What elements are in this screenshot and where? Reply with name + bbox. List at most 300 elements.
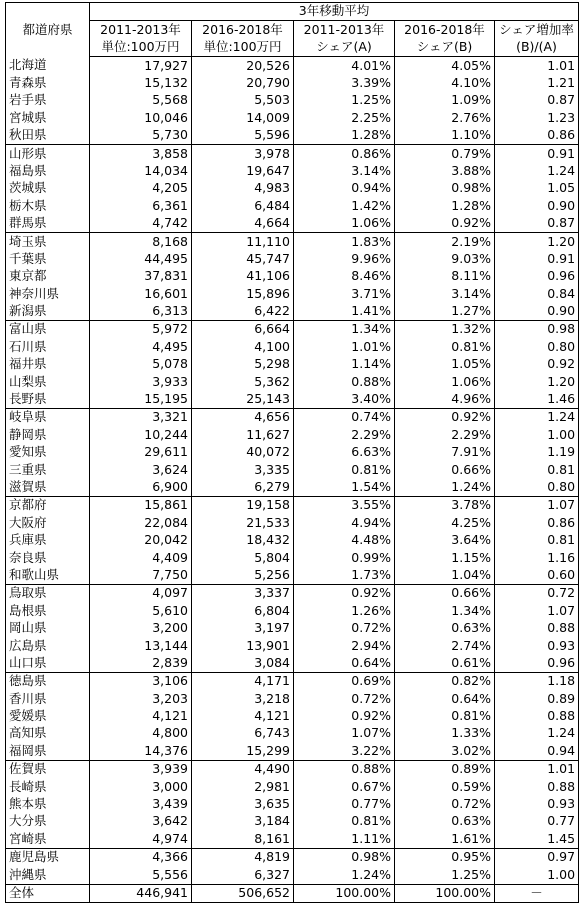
- value-2011-2013: 3,203: [90, 690, 192, 707]
- share-a: 4.48%: [294, 532, 395, 549]
- share-growth-ratio: 1.20: [495, 373, 579, 390]
- share-growth-ratio: 0.93: [495, 637, 579, 654]
- value-2011-2013: 4,742: [90, 215, 192, 233]
- value-2011-2013: 4,366: [90, 848, 192, 866]
- share-b: 2.76%: [395, 109, 495, 126]
- value-2011-2013: 8,168: [90, 233, 192, 251]
- share-growth-ratio: 0.87: [495, 92, 579, 109]
- table-header: [6, 3, 579, 57]
- value-2011-2013: 446,941: [90, 884, 192, 902]
- value-2016-2018: 6,279: [192, 479, 294, 497]
- share-b: 1.15%: [395, 549, 495, 566]
- value-2016-2018: 20,526: [192, 57, 294, 75]
- share-b: 0.81%: [395, 338, 495, 355]
- prefecture-name: 愛媛県: [6, 708, 90, 725]
- share-b: 3.64%: [395, 532, 495, 549]
- value-2011-2013: 29,611: [90, 444, 192, 461]
- share-growth-ratio: 0.87: [495, 215, 579, 233]
- share-a: 100.00%: [294, 884, 395, 902]
- share-a: 0.72%: [294, 690, 395, 707]
- value-2011-2013: 5,568: [90, 92, 192, 109]
- value-2011-2013: 3,933: [90, 373, 192, 390]
- share-growth-ratio: 0.86: [495, 514, 579, 531]
- table-row: [6, 848, 579, 866]
- share-b: 0.59%: [395, 778, 495, 795]
- prefecture-name: 香川県: [6, 690, 90, 707]
- prefecture-name: 岩手県: [6, 92, 90, 109]
- value-2016-2018: 15,299: [192, 742, 294, 760]
- share-growth-ratio: 0.97: [495, 848, 579, 866]
- share-a: 0.81%: [294, 461, 395, 478]
- share-b: 1.10%: [395, 127, 495, 145]
- prefecture-name: 佐賀県: [6, 760, 90, 778]
- prefecture-share-table: [5, 2, 579, 903]
- table-row: [6, 163, 579, 180]
- value-2011-2013: 13,144: [90, 637, 192, 654]
- value-2016-2018: 19,158: [192, 496, 294, 514]
- share-growth-ratio: 1.01: [495, 760, 579, 778]
- value-2011-2013: 15,132: [90, 75, 192, 92]
- value-2011-2013: 6,313: [90, 303, 192, 321]
- share-b: 1.25%: [395, 866, 495, 884]
- value-2016-2018: 4,171: [192, 672, 294, 690]
- share-a: 0.98%: [294, 848, 395, 866]
- prefecture-name: 長野県: [6, 391, 90, 409]
- share-growth-ratio: 0.72: [495, 584, 579, 602]
- share-growth-ratio: 1.20: [495, 233, 579, 251]
- share-b: 2.19%: [395, 233, 495, 251]
- value-2011-2013: 3,939: [90, 760, 192, 778]
- prefecture-name: 鳥取県: [6, 584, 90, 602]
- table-row: [6, 602, 579, 619]
- share-growth-ratio: 0.77: [495, 813, 579, 830]
- value-2016-2018: 11,110: [192, 233, 294, 251]
- value-2016-2018: 11,627: [192, 426, 294, 443]
- share-b: 1.27%: [395, 303, 495, 321]
- prefecture-name: 広島県: [6, 637, 90, 654]
- value-2011-2013: 3,624: [90, 461, 192, 478]
- share-a: 3.71%: [294, 285, 395, 302]
- table-row: [6, 250, 579, 267]
- prefecture-name: 岡山県: [6, 620, 90, 637]
- share-growth-ratio: 1.24: [495, 163, 579, 180]
- table-row: [6, 479, 579, 497]
- value-2011-2013: 15,861: [90, 496, 192, 514]
- share-growth-ratio: 1.46: [495, 391, 579, 409]
- value-2011-2013: 5,556: [90, 866, 192, 884]
- share-b: 0.72%: [395, 796, 495, 813]
- share-b: 0.66%: [395, 461, 495, 478]
- share-b: 0.95%: [395, 848, 495, 866]
- value-2011-2013: 4,121: [90, 708, 192, 725]
- share-growth-ratio: 0.93: [495, 796, 579, 813]
- prefecture-name: 千葉県: [6, 250, 90, 267]
- share-a: 1.28%: [294, 127, 395, 145]
- table-row: [6, 391, 579, 409]
- share-a: 1.42%: [294, 197, 395, 214]
- value-2016-2018: 5,256: [192, 567, 294, 585]
- table-row: [6, 285, 579, 302]
- value-2016-2018: 6,804: [192, 602, 294, 619]
- prefecture-name: 福岡県: [6, 742, 90, 760]
- share-b: 1.32%: [395, 321, 495, 339]
- value-2016-2018: 19,647: [192, 163, 294, 180]
- value-2011-2013: 4,800: [90, 725, 192, 742]
- prefecture-name: 富山県: [6, 321, 90, 339]
- value-2016-2018: 5,298: [192, 356, 294, 373]
- share-a: 1.06%: [294, 215, 395, 233]
- share-a: 0.72%: [294, 620, 395, 637]
- share-b: 0.66%: [395, 584, 495, 602]
- share-a: 6.63%: [294, 444, 395, 461]
- share-a: 2.29%: [294, 426, 395, 443]
- prefecture-name: 東京都: [6, 268, 90, 285]
- value-2016-2018: 4,819: [192, 848, 294, 866]
- value-2016-2018: 6,484: [192, 197, 294, 214]
- prefecture-name: 栃木県: [6, 197, 90, 214]
- share-a: 1.54%: [294, 479, 395, 497]
- prefecture-name: 全体: [6, 884, 90, 902]
- share-a: 0.92%: [294, 584, 395, 602]
- prefecture-name: 宮崎県: [6, 830, 90, 848]
- value-2011-2013: 6,900: [90, 479, 192, 497]
- share-b: 1.06%: [395, 373, 495, 390]
- share-a: 1.26%: [294, 602, 395, 619]
- table-row: [6, 373, 579, 390]
- share-b: 0.61%: [395, 654, 495, 672]
- share-growth-ratio: 0.60: [495, 567, 579, 585]
- prefecture-name: 滋賀県: [6, 479, 90, 497]
- table-row: [6, 742, 579, 760]
- value-2011-2013: 16,601: [90, 285, 192, 302]
- value-2016-2018: 13,901: [192, 637, 294, 654]
- table-row: [6, 268, 579, 285]
- share-growth-ratio: 1.23: [495, 109, 579, 126]
- value-2011-2013: 17,927: [90, 57, 192, 75]
- share-growth-ratio: 1.24: [495, 725, 579, 742]
- share-a: 0.74%: [294, 408, 395, 426]
- table-row: [6, 57, 579, 75]
- table-row: [6, 796, 579, 813]
- prefecture-name: 兵庫県: [6, 532, 90, 549]
- share-a: 0.64%: [294, 654, 395, 672]
- share-b: 1.05%: [395, 356, 495, 373]
- share-growth-ratio: 0.98: [495, 321, 579, 339]
- value-2016-2018: 8,161: [192, 830, 294, 848]
- share-b: 7.91%: [395, 444, 495, 461]
- table-row: [6, 215, 579, 233]
- value-2016-2018: 3,218: [192, 690, 294, 707]
- table-row: [6, 321, 579, 339]
- share-b: 3.88%: [395, 163, 495, 180]
- share-b: 0.63%: [395, 813, 495, 830]
- value-2011-2013: 5,610: [90, 602, 192, 619]
- prefecture-name: 大分県: [6, 813, 90, 830]
- prefecture-name: 山形県: [6, 145, 90, 163]
- table-row: [6, 866, 579, 884]
- column-header-line1: シェア増加率: [495, 21, 579, 39]
- value-2016-2018: 14,009: [192, 109, 294, 126]
- prefecture-name: 徳島県: [6, 672, 90, 690]
- share-growth-ratio: 0.96: [495, 268, 579, 285]
- prefecture-name: 静岡県: [6, 426, 90, 443]
- share-b: 4.96%: [395, 391, 495, 409]
- share-a: 1.01%: [294, 338, 395, 355]
- value-2011-2013: 7,750: [90, 567, 192, 585]
- share-growth-ratio: 1.00: [495, 426, 579, 443]
- value-2011-2013: 4,409: [90, 549, 192, 566]
- prefecture-name: 岐阜県: [6, 408, 90, 426]
- value-2011-2013: 4,495: [90, 338, 192, 355]
- share-growth-ratio: 0.80: [495, 479, 579, 497]
- prefecture-name: 大阪府: [6, 514, 90, 531]
- value-2011-2013: 3,439: [90, 796, 192, 813]
- share-b: 3.02%: [395, 742, 495, 760]
- prefecture-name: 山梨県: [6, 373, 90, 390]
- share-growth-ratio: 1.05: [495, 180, 579, 197]
- table-row: [6, 145, 579, 163]
- share-a: 8.46%: [294, 268, 395, 285]
- share-b: 9.03%: [395, 250, 495, 267]
- table-row: [6, 514, 579, 531]
- share-growth-ratio: 0.92: [495, 356, 579, 373]
- share-a: 3.40%: [294, 391, 395, 409]
- table-row: [6, 708, 579, 725]
- share-growth-ratio: 0.94: [495, 742, 579, 760]
- share-b: 1.04%: [395, 567, 495, 585]
- table-row: [6, 444, 579, 461]
- value-2016-2018: 6,743: [192, 725, 294, 742]
- share-b: 1.24%: [395, 479, 495, 497]
- prefecture-name: 北海道: [6, 57, 90, 75]
- share-a: 0.92%: [294, 708, 395, 725]
- share-b: 4.10%: [395, 75, 495, 92]
- value-2011-2013: 3,858: [90, 145, 192, 163]
- share-growth-ratio: 1.00: [495, 866, 579, 884]
- share-a: 1.14%: [294, 356, 395, 373]
- share-a: 2.25%: [294, 109, 395, 126]
- value-2011-2013: 6,361: [90, 197, 192, 214]
- value-2016-2018: 4,656: [192, 408, 294, 426]
- table-row: [6, 197, 579, 214]
- column-header-line2: シェア(B): [395, 39, 495, 57]
- table-row: [6, 233, 579, 251]
- share-growth-ratio: －: [495, 884, 579, 902]
- share-a: 0.77%: [294, 796, 395, 813]
- value-2016-2018: 45,747: [192, 250, 294, 267]
- value-2011-2013: 3,000: [90, 778, 192, 795]
- share-growth-ratio: 0.80: [495, 338, 579, 355]
- prefecture-name: 沖縄県: [6, 866, 90, 884]
- table-row: [6, 813, 579, 830]
- prefecture-name: 高知県: [6, 725, 90, 742]
- table-row: [6, 180, 579, 197]
- share-b: 0.98%: [395, 180, 495, 197]
- share-a: 1.25%: [294, 92, 395, 109]
- prefecture-name: 新潟県: [6, 303, 90, 321]
- share-b: 4.25%: [395, 514, 495, 531]
- share-growth-ratio: 1.21: [495, 75, 579, 92]
- share-a: 3.14%: [294, 163, 395, 180]
- share-b: 0.82%: [395, 672, 495, 690]
- value-2011-2013: 5,078: [90, 356, 192, 373]
- table-row: [6, 760, 579, 778]
- prefecture-name: 長崎県: [6, 778, 90, 795]
- share-a: 1.11%: [294, 830, 395, 848]
- share-a: 0.94%: [294, 180, 395, 197]
- prefecture-name: 宮城県: [6, 109, 90, 126]
- value-2016-2018: 3,084: [192, 654, 294, 672]
- value-2016-2018: 25,143: [192, 391, 294, 409]
- value-2011-2013: 3,200: [90, 620, 192, 637]
- value-2016-2018: 3,635: [192, 796, 294, 813]
- share-a: 3.39%: [294, 75, 395, 92]
- table-row: [6, 426, 579, 443]
- share-a: 1.34%: [294, 321, 395, 339]
- prefecture-name: 島根県: [6, 602, 90, 619]
- share-growth-ratio: 1.24: [495, 408, 579, 426]
- prefecture-name: 愛知県: [6, 444, 90, 461]
- prefecture-name: 福井県: [6, 356, 90, 373]
- value-2016-2018: 41,106: [192, 268, 294, 285]
- table-row: [6, 461, 579, 478]
- prefecture-name: 山口県: [6, 654, 90, 672]
- column-header-line2: 単位:100万円: [192, 39, 294, 57]
- value-2016-2018: 6,664: [192, 321, 294, 339]
- value-2011-2013: 2,839: [90, 654, 192, 672]
- share-a: 0.88%: [294, 760, 395, 778]
- table-row: [6, 725, 579, 742]
- share-b: 1.61%: [395, 830, 495, 848]
- value-2016-2018: 21,533: [192, 514, 294, 531]
- share-a: 0.69%: [294, 672, 395, 690]
- share-growth-ratio: 0.88: [495, 620, 579, 637]
- share-b: 0.63%: [395, 620, 495, 637]
- value-2011-2013: 3,321: [90, 408, 192, 426]
- share-growth-ratio: 0.88: [495, 778, 579, 795]
- share-b: 0.92%: [395, 408, 495, 426]
- column-header-line2: (B)/(A): [495, 39, 579, 57]
- prefecture-name: 青森県: [6, 75, 90, 92]
- table-body: [6, 57, 579, 903]
- share-b: 3.78%: [395, 496, 495, 514]
- table-row: [6, 408, 579, 426]
- share-a: 1.07%: [294, 725, 395, 742]
- value-2016-2018: 3,337: [192, 584, 294, 602]
- value-2016-2018: 3,978: [192, 145, 294, 163]
- table-row: [6, 690, 579, 707]
- value-2016-2018: 506,652: [192, 884, 294, 902]
- share-a: 1.73%: [294, 567, 395, 585]
- share-growth-ratio: 0.81: [495, 532, 579, 549]
- value-2011-2013: 44,495: [90, 250, 192, 267]
- value-2016-2018: 6,422: [192, 303, 294, 321]
- share-a: 0.99%: [294, 549, 395, 566]
- share-growth-ratio: 0.91: [495, 250, 579, 267]
- share-growth-ratio: 1.19: [495, 444, 579, 461]
- table-row: [6, 92, 579, 109]
- value-2011-2013: 20,042: [90, 532, 192, 549]
- prefecture-name: 三重県: [6, 461, 90, 478]
- share-a: 4.01%: [294, 57, 395, 75]
- value-2011-2013: 3,642: [90, 813, 192, 830]
- share-b: 1.33%: [395, 725, 495, 742]
- prefecture-name: 秋田県: [6, 127, 90, 145]
- share-a: 9.96%: [294, 250, 395, 267]
- value-2011-2013: 5,730: [90, 127, 192, 145]
- prefecture-name: 神奈川県: [6, 285, 90, 302]
- share-b: 2.74%: [395, 637, 495, 654]
- value-2016-2018: 4,664: [192, 215, 294, 233]
- value-2011-2013: 4,974: [90, 830, 192, 848]
- value-2016-2018: 5,362: [192, 373, 294, 390]
- share-growth-ratio: 1.07: [495, 602, 579, 619]
- share-b: 2.29%: [395, 426, 495, 443]
- value-2016-2018: 18,432: [192, 532, 294, 549]
- share-a: 1.41%: [294, 303, 395, 321]
- share-growth-ratio: 0.88: [495, 708, 579, 725]
- share-growth-ratio: 0.81: [495, 461, 579, 478]
- prefecture-name: 石川県: [6, 338, 90, 355]
- share-a: 2.94%: [294, 637, 395, 654]
- table-row: [6, 778, 579, 795]
- share-growth-ratio: 1.07: [495, 496, 579, 514]
- value-2011-2013: 5,972: [90, 321, 192, 339]
- share-b: 0.89%: [395, 760, 495, 778]
- value-2016-2018: 4,490: [192, 760, 294, 778]
- share-growth-ratio: 0.90: [495, 303, 579, 321]
- share-b: 0.81%: [395, 708, 495, 725]
- value-2016-2018: 20,790: [192, 75, 294, 92]
- value-2011-2013: 37,831: [90, 268, 192, 285]
- share-a: 1.83%: [294, 233, 395, 251]
- share-b: 0.64%: [395, 690, 495, 707]
- column-header-line1: 2016-2018年: [192, 21, 294, 39]
- table-row: [6, 496, 579, 514]
- prefecture-name: 埼玉県: [6, 233, 90, 251]
- share-a: 1.24%: [294, 866, 395, 884]
- table-row: [6, 532, 579, 549]
- table-row: [6, 654, 579, 672]
- share-growth-ratio: 0.86: [495, 127, 579, 145]
- table-row: [6, 75, 579, 92]
- share-a: 3.55%: [294, 496, 395, 514]
- column-header-line1: 2011-2013年: [294, 21, 395, 39]
- share-a: 0.86%: [294, 145, 395, 163]
- prefecture-name: 鹿児島県: [6, 848, 90, 866]
- share-b: 0.79%: [395, 145, 495, 163]
- table-row: [6, 109, 579, 126]
- prefecture-column-header: 都道府県: [6, 3, 90, 57]
- value-2011-2013: 10,244: [90, 426, 192, 443]
- table-row: [6, 637, 579, 654]
- value-2016-2018: 5,503: [192, 92, 294, 109]
- value-2011-2013: 15,195: [90, 391, 192, 409]
- prefecture-name: 熊本県: [6, 796, 90, 813]
- share-growth-ratio: 0.96: [495, 654, 579, 672]
- table-row: [6, 303, 579, 321]
- column-header-line2: 単位:100万円: [90, 39, 192, 57]
- prefecture-name: 茨城県: [6, 180, 90, 197]
- share-b: 1.09%: [395, 92, 495, 109]
- value-2011-2013: 3,106: [90, 672, 192, 690]
- share-b: 3.14%: [395, 285, 495, 302]
- value-2016-2018: 3,335: [192, 461, 294, 478]
- share-a: 0.81%: [294, 813, 395, 830]
- table-row: [6, 567, 579, 585]
- table-row: [6, 830, 579, 848]
- value-2016-2018: 40,072: [192, 444, 294, 461]
